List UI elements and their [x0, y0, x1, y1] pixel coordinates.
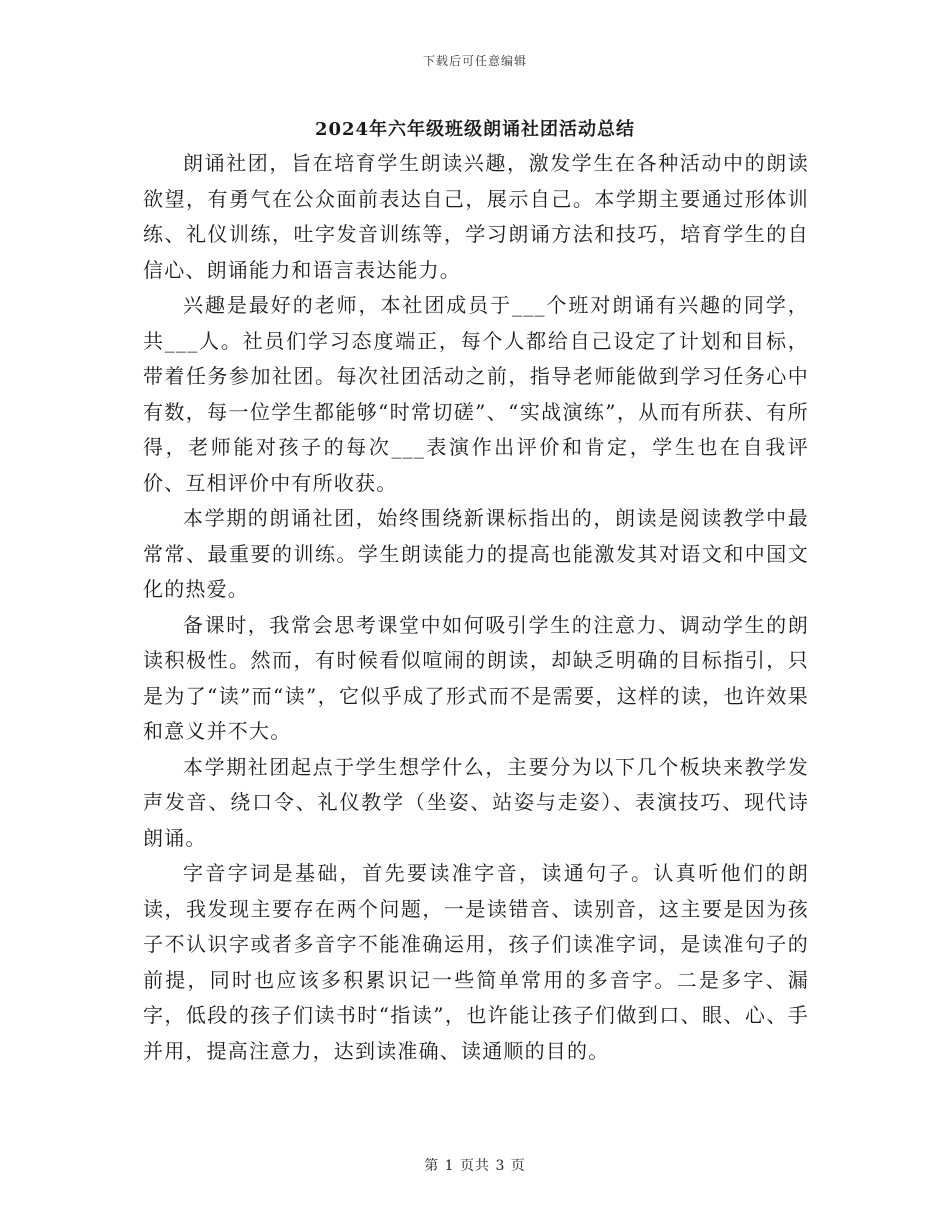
- document-title: 2024年六年级班级朗诵社团活动总结: [314, 119, 636, 140]
- paragraph-curriculum: 本学期的朗诵社团，始终围绕新课标指出的，朗读是阅读教学中最常常、最重要的训练。学生朗读能力的提高也能激发其对语文和中国文化的热爱。: [143, 506, 809, 601]
- paragraph-modules: 本学期社团起点于学生想学什么，主要分为以下几个板块来教学发声发音、绕口令、礼仪教学（坐姿、站姿与走姿）、表演技巧、现代诗朗诵。: [143, 754, 809, 850]
- paragraph-intro: 朗诵社团，旨在培育学生朗读兴趣，激发学生在各种活动中的朗读欲望，有勇气在公众面前表达自己，展示自己。本学期主要通过形体训练、礼仪训练，吐字发音训练等，学习朗诵方法和技巧，培育学生的自信心、朗诵能力和语言表达能力。: [143, 151, 809, 282]
- paragraph-lesson-prep: 备课时，我常会思考课堂中如何吸引学生的注意力、调动学生的朗读积极性。然而，有时候看似喧闹的朗读，却缺乏明确的目标指引，只是为了“读”而“读”，它似乎成了形式而不是需要，这样的读，也许效果和意义并不大。: [143, 612, 809, 743]
- document-body: [143, 146, 809, 1069]
- paragraph-pronunciation: 字音字词是基础，首先要读准字音，读通句子。认真听他们的朗读，我发现主要存在两个问题，一是读错音、读别音，这主要是因为孩子不认识字或者多音字不能准确运用，孩子们读准字词，是读准句子的前提，同时也应该多积累识记一些简单常用的多音字。二是多字、漏字，低段的孩子们读书时“指读”，也许能让孩子们做到口、眼、心、手并用，提高注意力，达到读准确、读通顺的目的。: [143, 861, 809, 1063]
- page-header-note: 下载后可任意编辑: [422, 54, 527, 68]
- paragraph-members: 兴趣是最好的老师，本社团成员于___个班对朗诵有兴趣的同学，共___人。社员们学习态度端正，每个人都给自己设定了计划和目标，带着任务参加社团。每次社团活动之前，指导老师能做到学习任务心中有数，每一位学生都能够“时常切磋”、“实战演练”，从而有所获、有所得，老师能对孩子的每次___表演作出评价和肯定，学生也在自我评价、互相评价中有所收获。: [143, 293, 809, 495]
- page-number: 第 1 页共 3 页: [424, 1158, 526, 1174]
